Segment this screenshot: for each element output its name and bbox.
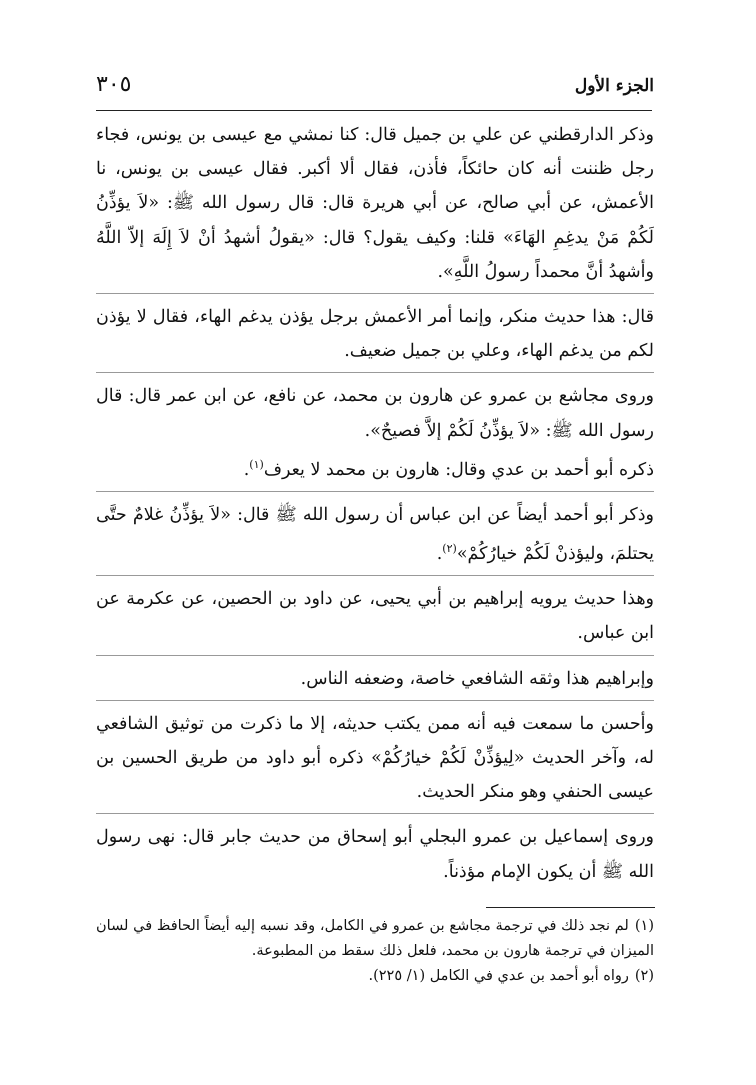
- paragraph-with-note: [96, 498, 654, 571]
- paragraph: وهذا حديث يرويه إبراهيم بن أبي يحيى، عن داود بن الحصين، عن عكرمة عن ابن عباس.: [96, 589, 654, 644]
- footnote-number: (٢): [634, 968, 654, 984]
- paragraph-end: .: [436, 543, 443, 564]
- paragraph-divider: [96, 293, 654, 294]
- paragraph: وروى إسماعيل بن عمرو البجلي أبو إسحاق من حديث جابر قال: نهى رسول الله ﷺ أن يكون الإمام مؤذناً.: [96, 827, 654, 882]
- paragraph-text: وذكر أبو أحمد أيضاً عن ابن عباس أن رسول الله ﷺ قال: «لاَ يؤذِّنُ غلامٌ حتَّى يحتلمَ، وليؤذنْ لَكُمْ خيارُكُمْ»: [96, 504, 654, 564]
- footnotes: [96, 914, 654, 989]
- footnote: [96, 914, 654, 964]
- paragraph-divider: [96, 575, 654, 576]
- note-text: ذكره أبو أحمد بن عدي وقال: هارون بن محمد لا يعرف: [263, 459, 654, 480]
- footnote-text: لم نجد ذلك في ترجمة مجاشع بن عمرو في الكامل، وقد نسبه إليه أيضاً الحافظ في لسان الميزان في ترجمة هارون بن محمد، فلعل ذلك سقط من المطبوعة.: [96, 918, 654, 959]
- paragraph: وروى مجاشع بن عمرو عن هارون بن محمد، عن نافع، عن ابن عمر قال: قال رسول الله ﷺ: «لاَ يؤذِّنُ لَكُمْ إلاَّ فصيحٌ».: [96, 386, 654, 441]
- footnote: [96, 964, 654, 989]
- footnote-number: (١): [634, 918, 654, 934]
- paragraph-divider: [96, 700, 654, 701]
- footnote-divider: [486, 907, 655, 908]
- note-end: .: [243, 459, 250, 480]
- paragraph: وذكر الدارقطني عن علي بن جميل قال: كنا نمشي مع عيسى بن يونس، فجاء رجل ظننت أنه كان حائكاً، فأذن، فقال ألا أكبر. فقال عيسى بن يونس، نا الأعمش، عن أبي صالح، عن أبي هريرة قال: قال رسول الله ﷺ: «لاَ يؤذِّنُ لَكُمْ مَنْ يدغِمِ الهَاءَ» قلنا: وكيف يقول؟ قال: «يقولُ أشهدُ أنْ لاَ إِلَهَ إلاّ اللَّهُ وأشهدُ أنَّ محمداً رسولُ اللَّهِ».: [96, 125, 654, 282]
- volume-title: الجزء الأول: [574, 76, 654, 96]
- footnote-ref: (٢): [442, 542, 457, 556]
- main-text: [96, 118, 654, 889]
- paragraph-divider: [96, 655, 654, 656]
- paragraph-with-note: [96, 448, 654, 487]
- footnote-text: رواه أبو أحمد بن عدي في الكامل (١/ ٢٢٥).: [368, 968, 629, 984]
- page-header: [96, 72, 654, 106]
- footnote-ref: (١): [249, 457, 264, 471]
- paragraph: وأحسن ما سمعت فيه أنه ممن يكتب حديثه، إلا ما ذكرت من توثيق الشافعي له، وآخر الحديث «لِيؤذِّنْ لَكُمْ خيارُكُمْ» ذكره أبو داود من طريق الحسين بن عيسى الحنفي وهو منكر الحديث.: [96, 713, 654, 803]
- paragraph: قال: هذا حديث منكر، وإنما أمر الأعمش برجل يؤذن يدغم الهاء، فقال لا يؤذن لكم من يدغم الهاء، وعلي بن جميل ضعيف.: [96, 307, 654, 362]
- paragraph-divider: [96, 813, 654, 814]
- paragraph-divider: [96, 372, 654, 373]
- header-divider: [96, 110, 652, 111]
- page-number: ٣٠٥: [96, 72, 132, 97]
- paragraph-divider: [96, 491, 654, 492]
- paragraph: وإبراهيم هذا وثقه الشافعي خاصة، وضعفه الناس.: [300, 668, 654, 689]
